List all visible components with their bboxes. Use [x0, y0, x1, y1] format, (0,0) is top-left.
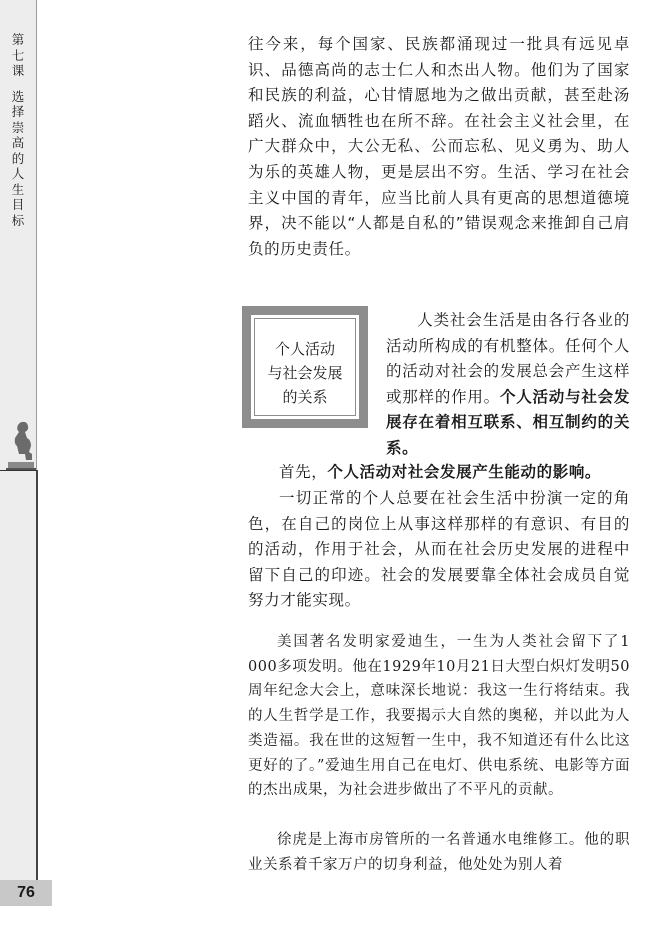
thinker-statue-icon	[6, 418, 36, 470]
page-number: 76	[0, 880, 52, 906]
intro-paragraph: 往今来，每个国家、民族都涌现过一批具有远见卓识、品德高尚的志士仁人和杰出人物。他们为了国家和民族的利益，心甘情愿地为之做出贡献，甚至赴汤蹈火、流血牺牲也在所不辞。在社会主义社会里，在广大群众中，大公无私、公而忘私、见义勇为、助人为乐的英雄人物，更是层出不穷。生活、学习在社会主义中国的青年，应当比前人具有更高的思想道德境界，决不能以“人都是自私的”错误观念来推卸自己肩负的历史责任。	[248, 35, 630, 258]
margin-rule	[36, 470, 38, 880]
first-point: 首先，个人活动对社会发展产生能动的影响。	[279, 463, 602, 481]
lesson-number: 第七课	[11, 32, 25, 78]
section-paragraph: 人类社会生活是由各行各业的活动所构成的有机整体。任何个人的活动对社会的发展总会产生这样或那样的作用。个人活动与社会发展存在着相互联系、相互制约的关系。	[386, 311, 630, 457]
story-edison: 美国著名发明家爱迪生，一生为人类社会留下了1 000多项发明。他在1929年10月21日大型白炽灯发明50周年纪念大会上，意味深长地说：我这一生行将结束。我的人生哲学是工作，我要揭示大自然的奥秘，并以此为人类造福。我在世的这短暂一生中，我不知道还有什么比这更好的了。”爱迪生用自己在电灯、供电系统、电影等方面的杰出成果，为社会进步做出了不平凡的贡献。	[248, 634, 630, 799]
lesson-title: 选择崇高的人生目标	[11, 88, 25, 228]
story-xuhu: 徐虎是上海市房管所的一名普通水电维修工。他的职业关系着千家万户的切身利益，他处处为别人着	[248, 832, 630, 873]
section-heading: 个人活动 与社会发展 的关系	[267, 340, 343, 406]
chapter-label	[8, 32, 28, 228]
section-heading-box	[242, 306, 368, 428]
body-paragraph: 一切正常的个人总要在社会生活中扮演一定的角色，在自己的岗位上从事这样那样的有意识、有目的的活动，作用于社会，从而在社会历史发展的进程中留下自己的印迹。社会的发展要靠全体社会成员自觉努力才能实现。	[248, 489, 630, 610]
sidebar-divider	[0, 470, 36, 471]
